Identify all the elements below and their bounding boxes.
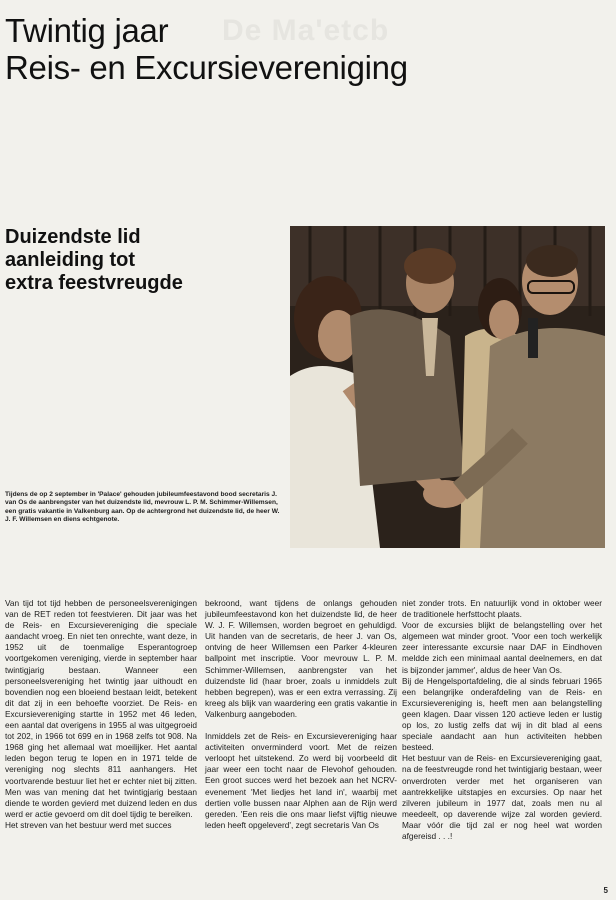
- bleed-through-text: De Ma'etcb: [222, 14, 390, 47]
- page-title: [5, 12, 408, 86]
- article-paragraph: Voor de excursies blijkt de belangstelling over het algemeen wat minder groot. 'Voor een toch werkelijk zeer interessante excursie naar DAF in Eindhoven meldde zich een minimaal aantal deelnemers, en dat is bijzonder jammer', aldus de heer Van Os.: [402, 620, 602, 675]
- article-paragraph: Het streven van het bestuur werd met succes: [5, 819, 172, 830]
- ceremony-photo: [290, 226, 605, 548]
- photo-caption: Tijdens de op 2 september in 'Palace' gehouden jubileumfeestavond bood secretaris J. van Os de aanbrengster van het duizendste lid, mevrouw L. P. M. Schimmer-Willemsen, een gratis vakantie in Valkenburg aan. Op de achtergrond het duizendste lid, de heer W. J. F. Willemsen en diens echtgenote.: [5, 491, 280, 524]
- section-headline: [5, 226, 183, 295]
- page-number: 5: [603, 886, 608, 895]
- article-paragraph: Het bestuur van de Reis- en Excursievereniging gaat, na de feestvreugde rond het twintigjarig bestaan, weer onverdroten verder met het organiseren van aantrekkelijke uitstapjes en excursies. Op naar het zilveren jubileum in 1977 dat, zoals men nu al meedeelt, op daverende wijze zal worden gevierd. Maar vóór die tijd zal er nog heel wat worden afgereisd . . .!: [402, 753, 602, 841]
- article-column-2: [205, 598, 397, 831]
- article-paragraph: bekroond, want tijdens de onlangs gehouden jubileumfeestavond kon het duizendste lid, de heer W. J. F. Willemsen, worden begroet en gehuldigd. Uit handen van de secretaris, de heer J. van Os, ontving de heer Willemsen een Parker 4-kleuren ballpoint met inscriptie. Voor mevrouw L. P. M. Schimmer-Willemsen, aanbrengster van het duizendste lid (haar broer, zoals u inmiddels zult hebben begrepen), was er een extra verrassing. Zij kreeg als blijk van waardering een gratis vakantie in Valkenburg aangeboden.: [205, 598, 397, 719]
- headline-line-2: aanleiding tot: [5, 249, 135, 271]
- ceremony-photo-illustration: [290, 226, 605, 548]
- article-paragraph: niet zonder trots. En natuurlijk vond in oktober weer de traditionele herfsttocht plaats.: [402, 598, 602, 620]
- page-title-line-1: Twintig jaar: [5, 12, 169, 49]
- page-title-line-2: Reis- en Excursievereniging: [5, 49, 408, 86]
- article-paragraph: Van tijd tot tijd hebben de personeelsverenigingen van de RET reden tot feestvieren. Dit jaar was het de Reis- en Excursievereniging die speciale aandacht vroeg. En niet ten onrechte, want deze, in 1952 uit de toenmalige Esperantogroep voortgekomen vereniging, vierde in september haar twintigjarig bestaan. Wanneer een personeelsvereniging het twintig jaar uithoudt en bovendien nog een bloeiend bestaan leidt, betekent dit dat zij in een behoefte voorziet. De Reis- en Excursievereniging startte in 1952 met 46 leden, een aantal dat overigens in 1955 al was uitgegroeid tot 202, in 1966 tot 699 en in 1968 zelfs tot 908. Na 1968 ging het allemaal wat moeilijker. Het aantal leden begon terug te lopen en in 1971 telde de vereniging nog slechts 811 aanhangers. Het voortvarende bestuur liet het er echter niet bij zitten. Men was van mening dat het twintigjarig bestaan diende te worden gevierd met duizend leden en dus werd er actie gevoerd om dit doel tijdig te bereiken.: [5, 598, 197, 819]
- article-paragraph: Inmiddels zet de Reis- en Excursievereniging haar activiteiten onverminderd voort. Met de reizen verloopt het uitstekend. Zo werd bij voorbeeld dit jaar weer een tocht naar de Flevohof gehouden. Een groot succes werd het bezoek aan het NCRV-evenement 'Met liedjes het land in', waarbij met dertien volle bussen naar Alphen aan de Rijn werd gereden. 'Een reis die ons maar liefst vijftig nieuwe leden heeft opgeleverd', zegt secretaris Van Os: [205, 731, 397, 830]
- headline-line-1: Duizendste lid: [5, 226, 141, 248]
- article-column-1: [5, 598, 197, 831]
- headline-line-3: extra feestvreugde: [5, 272, 183, 294]
- article-paragraph: Bij de Hengelsportafdeling, die al sinds februari 1965 een belangrijke onderafdeling van de Reis- en Excursievereniging is, heeft men aan belangstelling geen klagen. Daar vissen 120 actieve leden er lustig op los, zo lustig zelfs dat wij in dit blad al eens speciale aandacht aan hun activiteiten hebben besteed.: [402, 675, 602, 753]
- article-column-3: [402, 598, 602, 842]
